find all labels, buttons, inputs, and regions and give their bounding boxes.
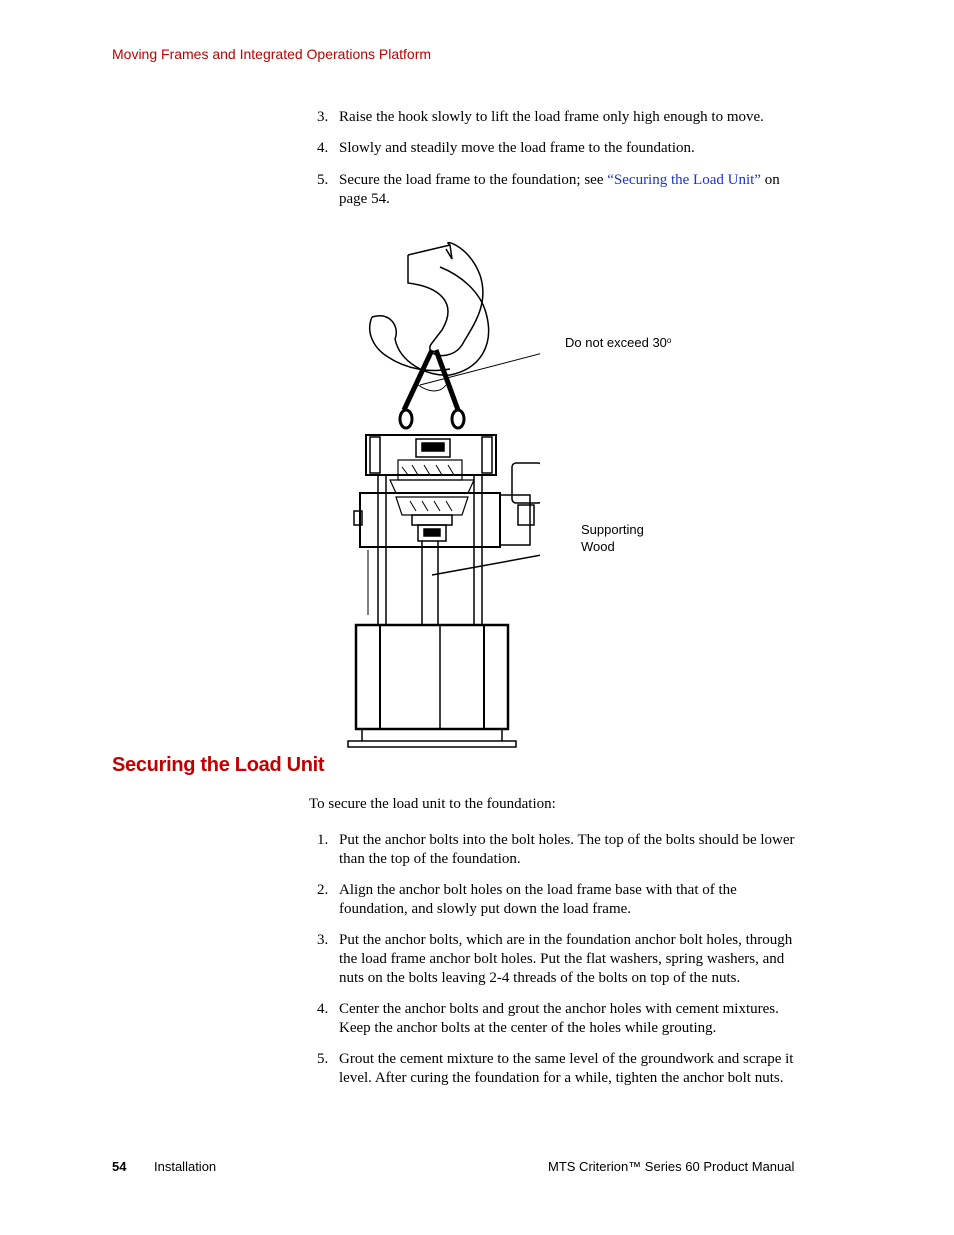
load-frame-figure (340, 235, 540, 760)
right-shackle (452, 410, 464, 428)
left-sling (404, 350, 432, 410)
step-text: Slowly and steadily move the load frame to the foundation. (339, 140, 695, 156)
running-header: Moving Frames and Integrated Operations Platform (112, 46, 432, 62)
list-item (317, 831, 811, 869)
list-item (317, 139, 817, 158)
step-text: Put the anchor bolts, which are in the foundation anchor bolt holes, through the load frame anchor bolt holes. Put the flat washers, spring washers, and nuts on the bolts leaving 2-4 threads of the bolts on top of the nuts. (339, 932, 793, 986)
footer-manual-title: MTS Criterion™ Series 60 Product Manual (548, 1159, 795, 1174)
wood-label-line2: Wood (581, 539, 615, 554)
cross-reference-link[interactable]: “Securing the Load Unit” (607, 172, 761, 188)
angle-label-superscript: o (666, 336, 672, 345)
list-item (317, 1050, 813, 1088)
list-item (317, 931, 813, 988)
step-text: Align the anchor bolt holes on the load frame base with that of the foundation, and slowly put down the load frame. (339, 882, 737, 917)
list-item (317, 171, 807, 209)
step-text: Grout the cement mixture to the same level of the groundwork and scrape it level. After curing the foundation for a while, tighten the anchor bolt nuts. (339, 1051, 794, 1086)
list-item (317, 881, 757, 919)
angle-callout-label (565, 334, 671, 351)
step-text-before: Secure the load frame to the foundation; see (339, 172, 608, 188)
list-item (317, 108, 817, 127)
section-intro: To secure the load unit to the foundation: (309, 796, 556, 812)
step-number: 3. (317, 932, 329, 948)
wood-label-line1: Supporting (581, 522, 644, 537)
angle-label-text: Do not exceed 30 (565, 335, 667, 350)
base-crosshead (360, 493, 500, 547)
crane-hook (408, 243, 483, 356)
step-text-after: on page 54. (339, 172, 780, 207)
step-text (339, 171, 807, 209)
wood-callout-label (581, 521, 644, 555)
step-number: 3. (317, 109, 329, 125)
step-number: 4. (317, 140, 329, 156)
footer-chapter: Installation (154, 1159, 217, 1174)
step-text: Put the anchor bolts into the bolt holes. The top of the bolts should be lower than the top of the foundation. (339, 832, 795, 867)
step-number: 2. (317, 882, 329, 898)
page-number: 54 (112, 1159, 127, 1174)
step-number: 4. (317, 1001, 329, 1017)
list-item (317, 1000, 801, 1038)
base-frame (356, 625, 508, 729)
step-text: Center the anchor bolts and grout the anchor holes with cement mixtures. Keep the anchor bolts at the center of the holes while grouting. (339, 1001, 779, 1036)
section-heading: Securing the Load Unit (112, 754, 325, 776)
left-shackle (400, 410, 412, 428)
wood-callout-line (432, 548, 540, 575)
crosshead (366, 435, 496, 475)
upper-grip (398, 460, 462, 480)
step-number: 5. (317, 1051, 329, 1067)
step-number: 5. (317, 172, 329, 188)
step-text: Raise the hook slowly to lift the load frame only high enough to move. (339, 109, 764, 125)
step-number: 1. (317, 832, 329, 848)
load-frame-drawing (340, 235, 540, 755)
